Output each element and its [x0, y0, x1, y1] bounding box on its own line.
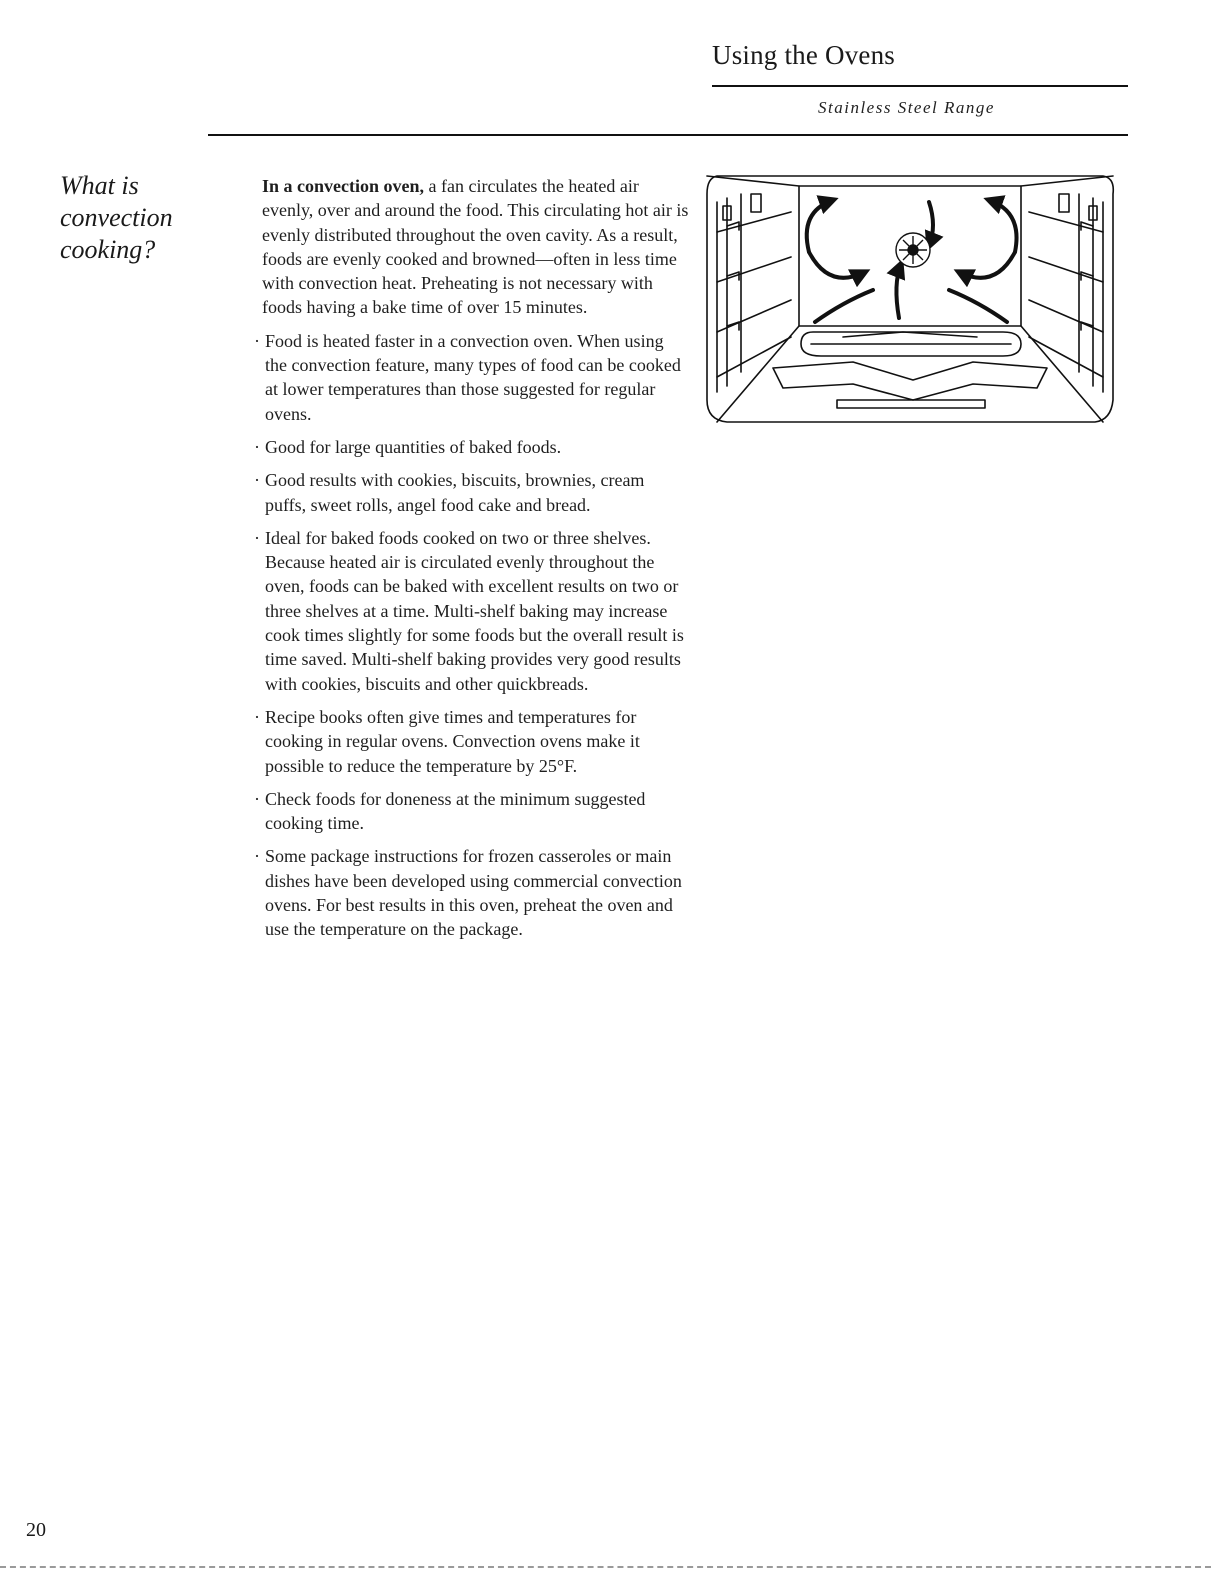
bullet-marker: · [254, 470, 260, 491]
bullet-text: Good results with cookies, biscuits, brownies, cream puffs, sweet rolls, angel food cake and bread. [265, 470, 645, 515]
right-rack-supports [1029, 194, 1103, 392]
intro-paragraph [262, 174, 690, 320]
bullet-item [254, 468, 690, 517]
product-subtitle: Stainless Steel Range [818, 98, 995, 117]
bullet-item [254, 435, 690, 459]
convection-fan-icon [896, 233, 930, 267]
bullet-marker: · [254, 846, 260, 867]
bullet-item [254, 705, 690, 778]
bullet-text: Good for large quantities of baked foods. [265, 436, 562, 457]
bullet-item [254, 526, 690, 696]
bullet-text: Some package instructions for frozen casseroles or main dishes have been developed using commercial convection ovens. For best results in this oven, preheat the oven and use the temperature on the package. [265, 846, 682, 940]
bullet-text: Recipe books often give times and temperatures for cooking in regular ovens. Convection ovens make it possible to reduce the temperature by 25°F. [265, 706, 640, 776]
page-number: 20 [26, 1519, 46, 1541]
section-divider [208, 134, 1128, 136]
left-rack-supports [717, 194, 791, 392]
bullet-text: Check foods for doneness at the minimum suggested cooking time. [265, 788, 646, 834]
bullet-marker: · [254, 330, 260, 351]
oven-floor-pan [773, 362, 1047, 400]
bullet-marker: · [254, 788, 260, 809]
section-heading: What is convection cooking? [60, 171, 173, 264]
heating-element [801, 332, 1021, 356]
bullet-text: Ideal for baked foods cooked on two or three shelves. Because heated air is circulated evenly throughout the oven, foods can be baked with excellent results on two or three shelves at a time. Multi-shelf baking may increase cook times slightly for some foods but the overall result is time saved. Multi-shelf baking provides very good results with cookies, biscuits and other quickbreads. [265, 527, 684, 694]
bullet-item [254, 844, 690, 941]
bullet-marker: · [254, 436, 260, 457]
body-text [254, 174, 690, 951]
convection-oven-airflow-icon [703, 172, 1117, 424]
bullet-item [254, 787, 690, 836]
oven-frame [707, 176, 1113, 422]
bullet-list [254, 329, 690, 942]
intro-bold-lead: In a convection oven, [262, 176, 424, 196]
bullet-marker: · [254, 527, 260, 548]
page-bottom-edge [0, 1566, 1211, 1568]
bullet-text: Food is heated faster in a convection oven. When using the convection feature, many types of food can be cooked at lower temperatures than those suggested for regular ovens. [265, 330, 681, 424]
intro-text: a fan circulates the heated air evenly, over and around the food. This circulating hot air is evenly distributed throughout the oven cavity. As a result, foods are evenly cooked and browned—often in less time with convection heat. Preheating is not necessary with foods having a bake time of over 15 minutes. [262, 176, 689, 318]
bullet-item [254, 329, 690, 426]
page-title: Using the Ovens [712, 40, 895, 70]
header-rule [712, 85, 1128, 87]
bullet-marker: · [254, 706, 260, 727]
